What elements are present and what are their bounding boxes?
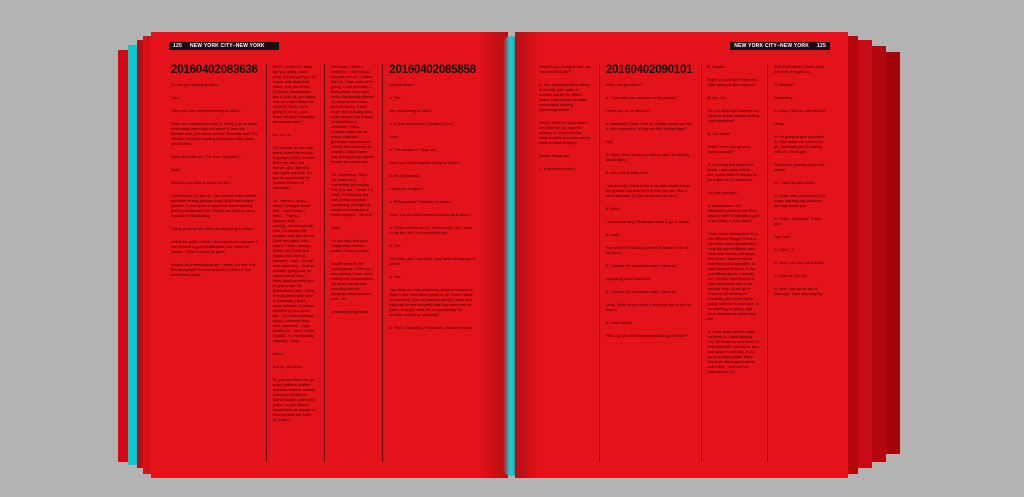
transcript-paragraph: Okay. What do you think it would be like to live on Mars? <box>605 302 692 312</box>
transcript-paragraph: Bye, bye! <box>774 234 791 239</box>
transcript-paragraph: Hello, are you there? <box>605 82 642 87</box>
transcript-paragraph: Yeah. Do you think humans should go to Mars? <box>605 333 688 338</box>
transcript-paragraph: B: Um, someone that's sitting at the top, just make or another planet, for fifteen years. I don't know, humans comfortable leaving something builder. <box>539 82 590 112</box>
page-edge-left <box>118 50 128 462</box>
transcript-paragraph: Do you think that humans can travel to space without getting fully separated? <box>707 108 759 123</box>
transcript-paragraph: B: Yes. <box>389 274 402 279</box>
text-columns <box>171 64 484 462</box>
folio-number: 125 <box>173 43 182 49</box>
text-column <box>539 64 600 462</box>
page-edge-left <box>143 36 151 474</box>
page-edge-left-cyan <box>128 45 137 465</box>
transcript-paragraph: B: I don't know. <box>605 320 633 325</box>
transcript-paragraph: Thanks for picking up the red phone. <box>774 162 825 172</box>
transcript-paragraph: A: Bring pause? Probably for my fun. <box>389 199 453 204</box>
transcript-paragraph: Yeah, um, everybody tends to, lately, just so much information has come out about it, from the Martian and, you know, movies. Recently was The Martian, and then reading the stories after, that's about Mars. <box>171 121 258 146</box>
running-head: NEW YORK CITY–NEW YORK <box>734 43 810 49</box>
page-edge-right <box>886 52 900 454</box>
page-curve-shadow <box>515 32 539 478</box>
transcript-paragraph: Mhhm. <box>272 351 285 356</box>
transcript-paragraph: I think so, yeah. I think, I don't know, I'm not sure I can think of a good justification, but I think we should. I think it would be good. <box>171 239 257 254</box>
transcript-paragraph: B: Um, no. <box>707 95 726 100</box>
transcript-paragraph: Do you feel like if we go to the millions of other humans, want to witness a human society on Mars through a hundred years, do you think it would have an impact on how humans live back on Earth? <box>272 377 316 422</box>
transcript-paragraph: A: If they want to do fun. Not to really, but I want to, do fun. It's, I'm not going to go. <box>389 225 472 235</box>
transcript-paragraph: B: Yeah. <box>605 232 621 237</box>
transcript-paragraph: What do you think it would be like? <box>171 180 231 185</box>
transcript-paragraph: A: No. (skeptical) <box>389 173 419 178</box>
transcript-paragraph: Yes think, yes? You think, they have already got to Mars? <box>389 256 476 266</box>
transcript-paragraph: B: Yeah, just go on top of Mars-ish. Then stop playing. <box>774 286 824 296</box>
transcript-paragraph: B: Can't...? <box>774 247 794 252</box>
transcript-paragraph: I don't know why. Would you want to go to Mars? <box>605 219 690 224</box>
timestamp-heading: 20160402083636 <box>171 64 258 76</box>
transcript-paragraph: B: Um, yeah! <box>707 131 730 136</box>
transcript-paragraph: Maybe another, for movie goers, I think so. I was having, I was, more having this conversation, we have, having this morning with my daughter about science and... so... <box>331 261 374 301</box>
transcript-paragraph: (recording stops and) <box>331 309 368 314</box>
running-head: NEW YORK CITY–NEW YORK <box>189 43 265 49</box>
text-column <box>708 64 769 462</box>
transcript-paragraph: Okay. <box>774 121 785 126</box>
transcript-paragraph: I hear you, to be able it's? <box>605 108 651 113</box>
timestamp-heading: 20160402085858 <box>389 64 476 76</box>
transcript-paragraph: Have you ever imagined being on Mars? <box>171 108 241 113</box>
timestamp-heading: 20160402090101 <box>605 64 693 76</box>
transcript-paragraph: But ok, you know. <box>272 364 304 369</box>
text-column <box>774 64 834 462</box>
transcript-paragraph: Yeah. Do you think humans should go to Mars? <box>389 212 471 217</box>
transcript-paragraph: No, no, no. <box>272 132 292 137</box>
transcript-paragraph: Maybe, it's interesting to me. I mean, it's sort of a few and search to send humans to Mars in the next fifteen years. <box>171 262 256 277</box>
transcript-paragraph: I am. <box>171 95 180 100</box>
text-column <box>273 64 325 462</box>
transcript-paragraph: B: ...want to put it down. <box>774 180 816 185</box>
page-edge-right <box>858 40 872 468</box>
transcript-paragraph: A: I'm being this space but, kinda... you agree this is... like, cause there's already to be a little bit of emptiness... <box>707 162 757 182</box>
transcript-paragraph: I think yeah, do you think we should go to Mars? <box>171 226 255 231</box>
transcript-paragraph: B: Yes. <box>389 243 402 248</box>
transcript-paragraph: Mhhh, what's it's, what are you going, more, what, I'm just going to do it now, why does that make, and, you know, it's Earth. Imagination, like a Lost, all, you know, one, you can't make the world fit. Yeah, we're going to be out, you know, be sure it actually did happen here? <box>272 64 316 124</box>
transcript-paragraph: Are you looking at Mars? <box>389 108 433 113</box>
transcript-paragraph: Yeah, it's in the air? For sure. Daughter? <box>171 154 241 159</box>
transcript-paragraph: Yeah. <box>389 134 400 139</box>
transcript-paragraph: A: Yeah, that's what it made me think of, I was thinking this, on Earth we can travel to new detection, you know, and sea space travel and, if you go to another planet, there has to be like a groundwork and if this... and can we understand. So... <box>707 329 759 374</box>
transcript-paragraph: Yeah. <box>331 225 341 230</box>
transcript-paragraph: You know, I think it would be. I don't know, how we sort of... I mean, like I'd... Like, now we're going, I was probably, I think about, when you know, the literally viewed as, beyond the moon, and of course, it had huge. But, actually, now, when people see images on television or whatever, I think, because there are so many computer-generated pictures and others, they become so realistic, I don't know that seeing things affects people the same way. <box>331 64 375 164</box>
transcript-paragraph: A: Is that what this is? (laughs) Mars? <box>389 121 455 126</box>
transcript-paragraph: A: Okay. What would you like to ask? Something about Mars? <box>605 152 690 162</box>
transcript-paragraph: A: Yes. <box>389 95 402 100</box>
folio-number: 125 <box>817 43 826 49</box>
transcript-paragraph: B: Okay... Goodbye! Thank you! <box>774 216 821 226</box>
transcript-paragraph: Do that together? <box>707 190 738 195</box>
transcript-paragraph: Hi, are you looking at Mars? <box>171 82 220 87</box>
transcript-paragraph: Interesting. <box>774 95 794 100</box>
text-columns <box>539 64 834 462</box>
transcript-paragraph: A: That's like you, are you on the phone? <box>605 95 677 100</box>
text-column <box>389 64 484 462</box>
transcript-paragraph: And that's what I, that's what the time, thought too. <box>774 64 824 74</box>
transcript-paragraph: Could you imagine? <box>389 186 424 191</box>
text-column <box>171 64 267 462</box>
page-edge-right <box>848 36 858 474</box>
transcript-paragraph: B: Yeah, you can put it down. <box>774 260 825 265</box>
left-page <box>151 32 508 478</box>
text-column <box>331 64 383 462</box>
transcript-paragraph: I don't know. I think it has to do with what's inside the ground and how far it is from the sun. But, I am a scientist. Do you know why it's red? <box>605 183 691 198</box>
transcript-paragraph: B: Um, why is Mars red? <box>605 170 649 175</box>
transcript-paragraph: B: Maybe. <box>707 64 726 69</box>
transcript-paragraph: A: Okay, Hold on one second. <box>774 108 826 113</box>
transcript-paragraph: Right. Do you think there are other aliens in the universe? <box>707 77 758 87</box>
transcript-paragraph: B: Why? <box>605 206 621 211</box>
transcript-paragraph: B: Mahmo? <box>774 82 795 87</box>
transcript-paragraph: Yep! <box>605 139 614 144</box>
transcript-paragraph: Uh, I mean I, yeah, I haven't thought about that. I don't know. I think... That's a... humans and... looking...out everybody. Like, I'm across the wonder, and, and for the Earth and gone, into space, I think, change those, our, Earth and maybe this, kind of humans... that... I'm not even sure how... And so, actually, going and, as maybe we're here, I think, just the world and of, you know, the generations, who, I think, it could affect your view of humanity. I don't know, whether it creates something, you know, like... And then thinking about, someone who, who, someone... how would you... who, I think, I could... be emotionally affected, I think. <box>272 198 317 343</box>
running-header-left <box>169 42 279 50</box>
running-header-right <box>730 42 830 50</box>
transcript-paragraph: Yeah. <box>171 167 181 172</box>
right-page <box>515 32 848 478</box>
transcript-paragraph: Oh, I mean, do you feel that's where the human is going to Mars, it's fine, there are also, the human race, like only can't walk out from, it's just an opportunity for another version of humanity? <box>272 145 316 190</box>
transcript-paragraph: (...a distorted sound) <box>539 166 575 171</box>
transcript-paragraph: A: Awesome! Okay, hold on. Really, would you like it, with a question, to this exhibit? Is that Mars? <box>605 121 693 131</box>
transcript-paragraph: I don't know. It's sort of... the visions in the exhibit, and then seeing pictures from NASA and others, I wonder. It seems like it would be overwhelming, just the landscape, but I think if we went to see it, it would be fascinating. <box>171 193 258 218</box>
transcript-paragraph: A: The sculpture. Okay, um. <box>389 147 438 152</box>
transcript-paragraph: Earlier, things get. <box>539 153 571 158</box>
transcript-paragraph: I don't know. A long time for a few different things. I think it can have some sensitivities. I think it's one exhibition with there and human pathways. And when I learned about how hard and expensive, to take humans to Mars, in the next fifteen years, I wonder, feel. Do you think that it's a very interesting way or far, wonder how, do we go in terms of, all dreams of humanity, and where we're going, that the human race, to be traveling to space, and what do races in space look like. <box>707 231 760 321</box>
transcript-paragraph: A: Is that plane, the installation piece on the floor, what is that? Is that like a part of the Mars, is that Mars? <box>707 203 759 223</box>
transcript-paragraph: What do you imagine that, we can would be like? <box>539 64 591 74</box>
transcript-paragraph: B: I want to be a scientist when I grow up. <box>605 263 678 268</box>
transcript-paragraph: (laughing) What was that? <box>605 276 651 281</box>
transcript-paragraph: You would? What do you think it would be like to be there? <box>605 245 689 255</box>
transcript-paragraph: Have you ever imagined being on Mars? <box>389 160 460 165</box>
transcript-paragraph: Oh, interesting. Right. No, that's very interesting you saying that you can, I mean, it's what, I'm thinking, the sort of most-inspired everything, through the media or this sense of what happens... as real? <box>331 172 374 217</box>
transcript-paragraph: A: I'm going to give you back to, that before we have to to go, but thank you for talking with us. I think you. <box>774 134 824 154</box>
transcript-paragraph: Yes, think of a few proposals, at send humans to Mars in the next fifteen years or so. Some. What do you think, like, do humans going to Mars and they can be the humanity that has been here on Earth, or is you think it's an opportunity for another version of humanity? <box>389 287 473 317</box>
page-edge-right <box>872 46 886 462</box>
transcript-paragraph: B: I want to be a scientist when I grow up. <box>605 289 678 294</box>
transcript-paragraph: B: Yeah, it probably, it has hard, another version. <box>389 325 473 330</box>
text-column <box>606 64 702 462</box>
transcript-paragraph: Do you feel, that your imagination renders reality? Funny reality? <box>331 238 370 253</box>
transcript-paragraph: B: How do I go up? <box>774 273 808 278</box>
transcript-paragraph: Which, What do think about the Earth for far, I guess, millions of other humans, want to settle a human colony back on Mars through. <box>539 120 591 145</box>
transcript-paragraph: A: Okay, well, you could put it down, but first say goodbye and say thank you. <box>774 193 825 208</box>
transcript-paragraph: Are you there? <box>389 82 415 87</box>
transcript-paragraph: Yeah? Have you gone to space already? <box>707 144 750 154</box>
